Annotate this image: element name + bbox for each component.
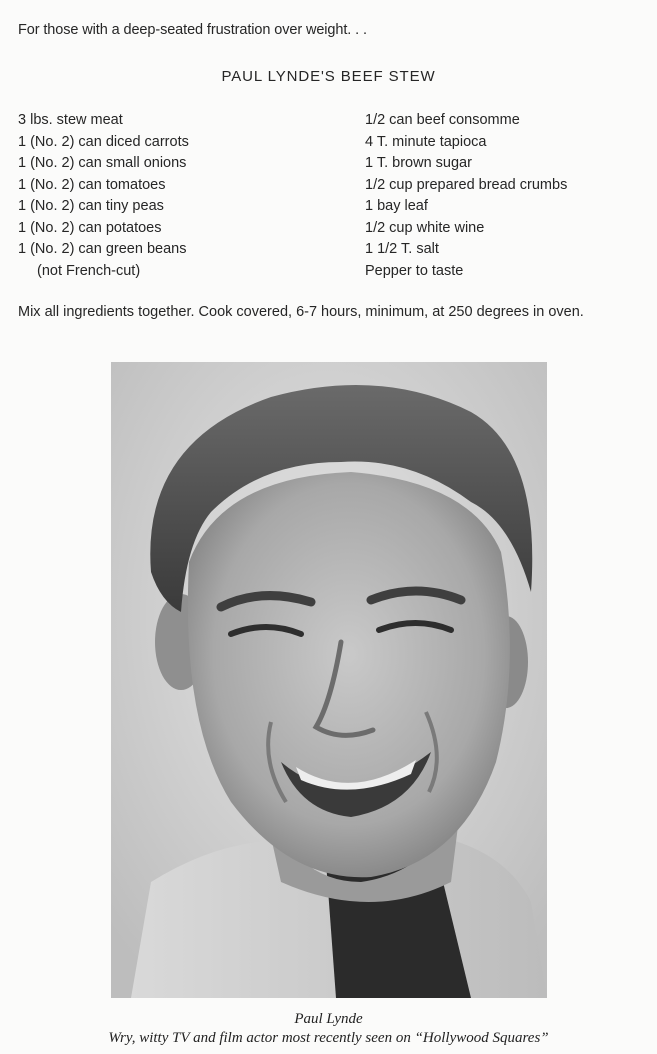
ingredient-item: 1 1/2 T. salt — [365, 241, 439, 257]
recipe-title: PAUL LYNDE'S BEEF STEW — [221, 68, 436, 85]
intro-text: For those with a deep-seated frustration over weight. . . — [18, 22, 367, 38]
ingredient-note: (not French-cut) — [37, 262, 141, 279]
photo-caption-name: Paul Lynde — [294, 1011, 363, 1027]
ingredient-item: 1 (No. 2) can tiny peas — [18, 198, 164, 214]
recipe-directions: Mix all ingredients together. Cook covered, 6-7 hours, minimum, at 250 degrees in oven. — [18, 304, 584, 320]
ingredient-item: 3 lbs. stew meat — [18, 112, 123, 128]
portrait-illustration — [111, 362, 547, 998]
ingredient-item: 1 (No. 2) can potatoes — [18, 219, 162, 236]
ingredient-item: Pepper to taste — [365, 262, 464, 279]
ingredient-item: 1 (No. 2) can green beans — [18, 241, 187, 257]
ingredients-left-column — [18, 110, 189, 282]
portrait-photo — [111, 362, 547, 998]
ingredient-item: 1 (No. 2) can small onions — [18, 155, 187, 171]
photo-caption-description: Wry, witty TV and film actor most recently seen on “Hollywood Squares” — [108, 1030, 549, 1046]
ingredient-item: 1/2 can beef consomme — [365, 112, 520, 128]
ingredient-item: 1/2 cup prepared bread crumbs — [365, 176, 568, 193]
ingredient-item: 1 bay leaf — [365, 198, 428, 214]
ingredients-right-column — [365, 110, 567, 282]
ingredient-item: 4 T. minute tapioca — [365, 133, 487, 150]
ingredient-item: 1 T. brown sugar — [365, 155, 472, 171]
ingredient-item: 1 (No. 2) can tomatoes — [18, 176, 166, 193]
ingredient-item: 1 (No. 2) can diced carrots — [18, 133, 189, 150]
ingredient-item: 1/2 cup white wine — [365, 219, 485, 236]
